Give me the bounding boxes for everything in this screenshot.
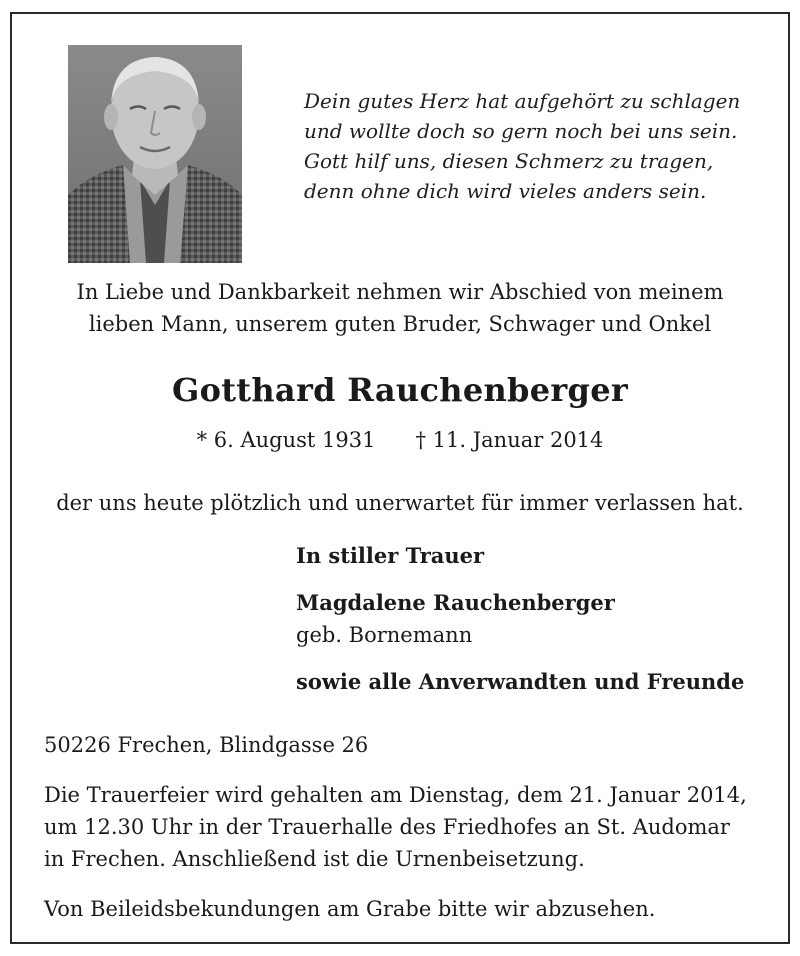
portrait-illustration: [68, 45, 242, 263]
ceremony-line: Die Trauerfeier wird gehalten am Dienstag, dem 21. Januar 2014,: [44, 783, 747, 807]
portrait-photo: [68, 45, 242, 263]
maiden-name: geb. Bornemann: [296, 623, 473, 647]
condolence-note: Von Beileidsbekundungen am Grabe bitte wir abzusehen.: [44, 897, 656, 921]
death-date: † 11. Januar 2014: [415, 428, 604, 452]
birth-date: * 6. August 1931: [196, 428, 376, 452]
life-dates: [0, 424, 800, 456]
farewell-introduction: [20, 276, 780, 340]
poem-line: Dein gutes Herz hat aufgehört zu schlagen: [304, 89, 741, 113]
ceremony-line: in Frechen. Anschließend ist die Urnenbeisetzung.: [44, 847, 585, 871]
poem-line: denn ohne dich wird vieles anders sein.: [304, 179, 707, 203]
family-address: 50226 Frechen, Blindgasse 26: [44, 733, 369, 757]
farewell-text: der uns heute plötzlich und unerwartet für immer verlassen hat.: [56, 491, 744, 515]
memorial-poem: [304, 86, 774, 206]
intro-line: In Liebe und Dankbarkeit nehmen wir Abschied von meinem: [76, 280, 724, 304]
intro-line: lieben Mann, unserem guten Bruder, Schwager und Onkel: [88, 312, 712, 336]
funeral-ceremony-info: [44, 779, 784, 875]
other-mourners: sowie alle Anverwandten und Freunde: [296, 669, 745, 694]
poem-line: und wollte doch so gern noch bei uns sein.: [304, 119, 738, 143]
deceased-name: Gotthard Rauchenberger: [171, 371, 629, 409]
mourning-heading: In stiller Trauer: [296, 543, 485, 568]
poem-line: Gott hilf uns, diesen Schmerz zu tragen,: [304, 149, 714, 173]
ceremony-line: um 12.30 Uhr in der Trauerhalle des Friedhofes an St. Audomar: [44, 815, 730, 839]
spouse-name: Magdalene Rauchenberger: [296, 590, 615, 615]
